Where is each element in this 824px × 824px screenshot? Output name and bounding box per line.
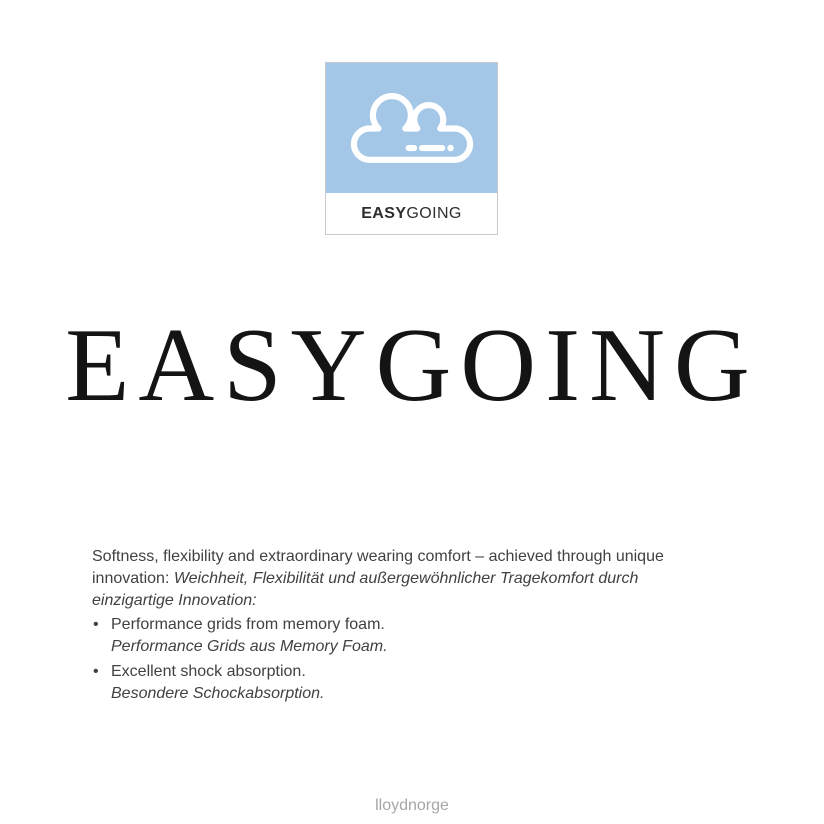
page-title: EASYGOING — [65, 306, 759, 423]
intro-paragraph — [92, 546, 722, 612]
badge-label — [326, 193, 497, 234]
cloud-icon — [345, 86, 479, 171]
watermark: lloydnorge — [375, 797, 449, 814]
badge-label-bold: EASY — [361, 204, 407, 222]
feature-list — [92, 614, 722, 705]
badge-label-regular: GOING — [406, 204, 462, 222]
list-item — [92, 661, 722, 705]
bullet-icon: • — [93, 663, 99, 680]
intro-text-de: Weichheit, Flexibilität und außergewöhnlicher Tragekomfort durch einzigartige Innovation: — [92, 570, 639, 609]
cloud-dot — [447, 144, 453, 150]
bullet-icon: • — [93, 616, 99, 633]
feature-text-de: Performance Grids aus Memory Foam. — [111, 638, 388, 655]
badge-icon-area — [326, 63, 497, 193]
easygoing-badge — [325, 62, 498, 235]
feature-text-en: Performance grids from memory foam. — [111, 616, 385, 633]
description-block — [92, 546, 722, 708]
list-item — [92, 614, 722, 658]
intro-text-en: Softness, flexibility and extraordinary wearing comfort – achieved through unique innovation: — [92, 548, 664, 587]
feature-text-de: Besondere Schockabsorption. — [111, 685, 325, 702]
feature-text-en: Excellent shock absorption. — [111, 663, 306, 680]
